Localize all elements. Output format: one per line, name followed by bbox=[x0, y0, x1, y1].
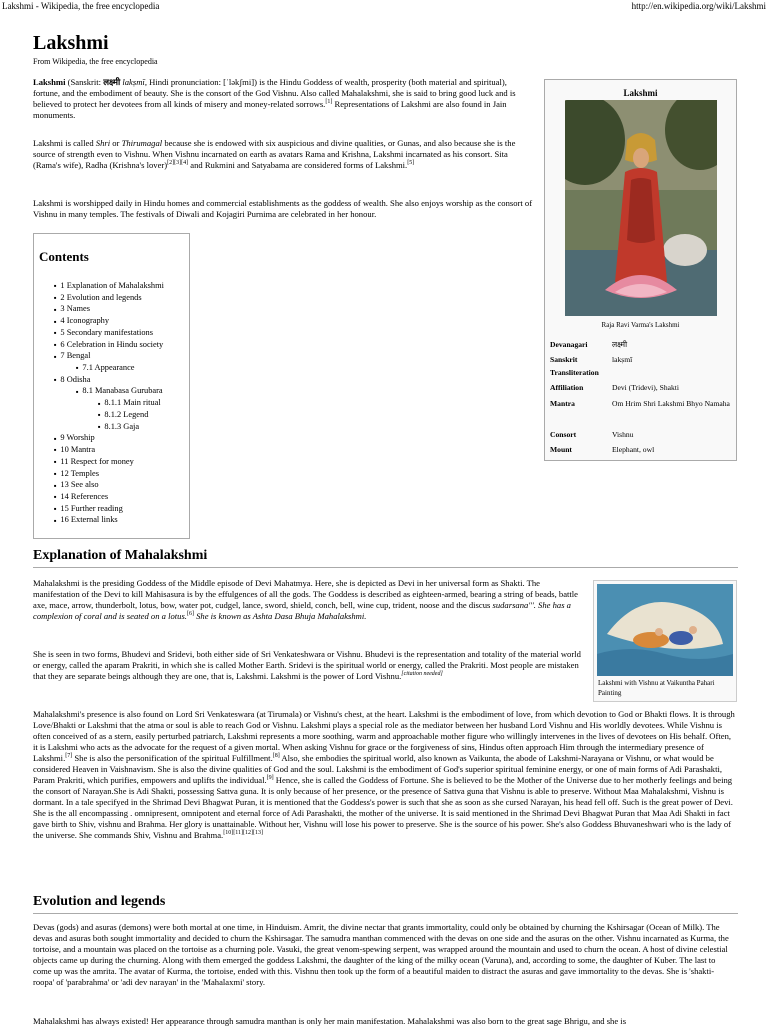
intro-bold-term: Lakshmi bbox=[33, 77, 66, 87]
ref-link[interactable]: [7] bbox=[65, 753, 73, 760]
ref-link[interactable]: [9] bbox=[266, 775, 274, 782]
intro-paragraph-2: Lakshmi is called Shri or Thirumagal because she is endowed with six auspicious and divine qualities, or Gunas, and also because she is the source of strength even to Vishnu. When Vishnu incarnated on earth as avatars Rama and Krishna, Lakshmi incarnated as his consort. Sita (Rama's wife), Radha (Krishna's lover)[2][3][4] and Rukmini and Satyabama are considered forms of Lakshmi.[5] bbox=[33, 138, 516, 170]
toc-link[interactable]: 3 Names bbox=[60, 304, 90, 314]
evolution-paragraph-1: Devas (gods) and asuras (demons) were both mortal at one time, in Hinduism. Amrit, the divine nectar that grants immortality, could only be obtained by churning the Kshirsagar (Ocean of Milk). The devas and asuras both sought immortality and decided to churn the Kshirsagar. The samudra manthan commenced with the devas on one side and the asuras on the other. Vishnu incarnated as Kurma, the tortoise, and a mountain was placed on the tortoise as a churning pole. Vasuki, the great venom-spewing serpent, was wrapped around the mountain and used to churn the ocean. A host of divine celestial objects came up during the churning. Along with them emerged the goddess Lakshmi, the daughter of the king of the milky ocean (Varuna), and, according to some, the daughter of Kuber. The last to come up was the amrita. The avatar of Kurma, the tortoise, ended with this. Vishnu then took up the form of a beautiful maiden to distract the asuras and gave immortality to the devas. She is 'shakti-roopa' of 'parabrahma' or 'adi dev narayan' in the 'Mahalaxmi' story. bbox=[33, 922, 729, 987]
toc-link[interactable]: 8.1.1 Main ritual bbox=[104, 398, 161, 408]
section-heading-explanation: Explanation of Mahalakshmi bbox=[33, 548, 208, 563]
infobox-value: Elephant, owl bbox=[612, 445, 655, 454]
toc-link[interactable]: 7 Bengal bbox=[60, 351, 91, 361]
explanation-paragraph-3: Mahalakshmi's presence is also found on Lord Sri Venkateswara (at Tirumala) or Vishnu's chest, at the heart. Lakshmi is the embodiment of love, from which devotion to God or Bhakti flows. It is through Love/Bhakti or Lakshmi that the atma or soul is able to reach God or Vishnu. Lakshmi plays a special role as the mediator between her husband Lord Vishnu and His worldly devotees. While Vishnu is often conceived of as a stern, easily perturbed patriarch, Lakshmi represents a more soothing, warm and approachable mother figure who willingly intervenes in the lives of devotees on His behalf. Often, it is Lakshmi who acts as the advocate for the request of a given mortal. When asking Vishnu for grace or the forgiveness of sins, Hindus often approach Him through the intermediary presence of Lakshmi.[7] She is also the personification of the spiritual Fulfillment.[8] Also, she embodies the spiritual world, also known as Vaikunta, the abode of Lakshmi-Narayana or Vishnu, or what would be considered Heaven in Vaishnavism. She is also the divine qualities of God and the soul. Lakshmi is the embodiment of God's superior spiritual feminine energy, or one of main forms of Adi Parashakti, Param Prakriti, which purifies, empowers and uplifts the individual.[9] Hence, she is called the Goddess of Fortune. She is believed to be the Mother of the Universe due to her motherly feelings and being the consort of Narayan.She is Adi Shakti, possessing Sattva guna. It is only because of her presence, or the presence of Sattva guna that Vishnu is able to preserve. Without Maa Mahalakshmi, Vishnu is dormant. In a tale specifyed in the Shrimad Devi Bhagwat Puran, it is mentioned that the Goddess's power is such that she as soon as she cursed Narayan, his head fell off. Such is the great power of Devi. She is the all encompassing . omnipresent, omnipotent and eternal force of Adi Parashakti, the mother of the universe. It is said mentioned in the Shrimad Devi Bhagwat Puran that Maa Adi Shakti in fact gave birth to Shiv, vishnu and Brahma. Her glory is unattainable. Without her, Vishnu will lose his power to preserve. She is the source of his power. She's also Goddess Bhuvaneshwari who is the lady of the universe. She commands Shiv, Vishnu and Brahma.[10][11][12][13] bbox=[33, 709, 735, 840]
table-of-contents bbox=[33, 233, 190, 539]
article-tagline: From Wikipedia, the free encyclopedia bbox=[33, 57, 158, 66]
intro-paragraph-1: Lakshmi (Sanskrit: लक्ष्मी lakṣmī, Hindi pronunciation: [ˈləkʃmi]) is the Hindu Goddess of wealth, prosperity (both material and spiritual), fortune, and the embodiment of beauty. She is the consort of the God Vishnu. Also called Mahalakshmi, she is said to bring good luck and is believed to protect her devotees from all kinds of misery and money-related sorrows.[1] Representations of Lakshmi are also found in Jain monuments. bbox=[33, 77, 516, 120]
toc-item[interactable] bbox=[54, 362, 164, 374]
toc-item[interactable] bbox=[54, 327, 164, 339]
citation-needed[interactable]: [citation needed] bbox=[401, 671, 443, 678]
toc-link[interactable]: 15 Further reading bbox=[60, 503, 123, 513]
vaikuntha-thumbnail bbox=[593, 580, 737, 702]
print-header bbox=[0, 0, 768, 12]
infobox-title: Lakshmi bbox=[623, 88, 658, 98]
infobox-value: lakṣmī bbox=[612, 355, 633, 364]
toc-item[interactable] bbox=[54, 339, 164, 351]
infobox-caption: Raja Ravi Varma's Lakshmi bbox=[601, 321, 680, 329]
toc-link[interactable]: 4 Iconography bbox=[60, 316, 110, 326]
toc-link[interactable]: 13 See also bbox=[60, 480, 99, 490]
page-url[interactable]: http://en.wikipedia.org/wiki/Lakshmi bbox=[631, 1, 766, 11]
infobox-key: Affiliation bbox=[550, 383, 584, 392]
toc-item[interactable] bbox=[54, 468, 164, 480]
toc-link[interactable]: 5 Secondary manifestations bbox=[60, 327, 153, 337]
ref-link[interactable]: [2][3][4] bbox=[167, 160, 189, 167]
toc-item[interactable] bbox=[54, 421, 164, 433]
intro-paragraph-3: Lakshmi is worshipped daily in Hindu homes and commercial establishments as the goddess of wealth. She also enjoys worship as the consort of Vishnu in many temples. The festivals of Diwali and Kojagiri Purnima are celebrated in her honour. bbox=[33, 198, 533, 219]
ref-link[interactable]: [8] bbox=[272, 753, 280, 760]
infobox bbox=[544, 79, 737, 461]
infobox-key: Devanagari bbox=[550, 340, 588, 349]
toc-item[interactable] bbox=[54, 514, 164, 526]
section-divider bbox=[33, 567, 738, 568]
toc-item[interactable] bbox=[54, 503, 164, 515]
toc-heading: Contents bbox=[39, 249, 89, 264]
toc-link[interactable]: 7.1 Appearance bbox=[82, 363, 135, 373]
toc-item[interactable] bbox=[54, 292, 164, 304]
toc-link[interactable]: 2 Evolution and legends bbox=[60, 292, 142, 302]
infobox-key: Mount bbox=[550, 445, 572, 454]
intro-iast: lakṣmī bbox=[122, 77, 145, 87]
toc-link[interactable]: 10 Mantra bbox=[60, 445, 96, 455]
infobox-key: Consort bbox=[550, 430, 577, 439]
ref-link[interactable]: [10][11][12][13] bbox=[223, 830, 263, 837]
toc-link[interactable]: 12 Temples bbox=[60, 468, 99, 478]
article-title: Lakshmi bbox=[33, 32, 109, 54]
toc-link[interactable]: 14 References bbox=[60, 491, 109, 501]
infobox-key: Sanskrit Transliteration bbox=[550, 355, 599, 377]
section-divider bbox=[33, 913, 738, 914]
infobox-value: लक्ष्मी bbox=[612, 340, 628, 349]
toc-list bbox=[54, 280, 164, 526]
toc-item[interactable] bbox=[54, 491, 164, 503]
ref-link[interactable]: [6] bbox=[186, 611, 194, 618]
toc-item[interactable] bbox=[54, 374, 164, 386]
lakshmi-painting[interactable] bbox=[565, 100, 717, 316]
toc-item[interactable] bbox=[54, 385, 164, 397]
ref-link[interactable]: [5] bbox=[407, 160, 415, 167]
toc-item[interactable] bbox=[54, 397, 164, 409]
toc-item[interactable] bbox=[54, 280, 164, 292]
explanation-paragraph-2: She is seen in two forms, Bhudevi and Sridevi, both either side of Sri Venkateshwara or Vishnu. Bhudevi is the representation and totality of the material world or energy, called the aparam Prakriti, in which she is called Mother Earth. Sridevi is the spiritual world or energy, called the Prakriti. Most people are mistaken that they are separate beings although they are one, that is, Lakshmi. Lakshmi is the power of Lord Vishnu.[citation needed] bbox=[33, 649, 581, 681]
toc-link[interactable]: 8.1.3 Gaja bbox=[104, 421, 140, 431]
toc-item[interactable] bbox=[54, 456, 164, 468]
toc-link[interactable]: 8.1 Manabasa Gurubara bbox=[82, 386, 163, 396]
page-title-header: Lakshmi - Wikipedia, the free encyclopedia bbox=[2, 1, 160, 11]
explanation-paragraph-1: Mahalakshmi is the presiding Goddess of the Middle episode of Devi Mahatmya. Here, she is depicted as Devi in her universal form as Shakti. The manifestation of the Devi to kill Mahisasura is by the effulgences of all the gods. The Goddess is described as eighteen-armed, bearing a string of beads, battle axe, mace, arrow, thunderbolt, lotus, bow, water pot, cudgel, lance, sword, shield, conch, bell, wine cup, trident, noose and the discus sudarsana"'. She has a complexion of coral and is seated on a lotus.[6] She is known as Ashta Dasa Bhuja Mahalakshmi. bbox=[33, 578, 578, 621]
ref-link[interactable]: [1] bbox=[325, 99, 333, 106]
toc-item[interactable] bbox=[54, 315, 164, 327]
toc-link[interactable]: 9 Worship bbox=[60, 433, 95, 443]
toc-link[interactable]: 8 Odisha bbox=[60, 374, 91, 384]
intro-devanagari: लक्ष्मी bbox=[103, 77, 121, 87]
toc-link[interactable]: 6 Celebration in Hindu society bbox=[60, 339, 164, 349]
toc-item[interactable] bbox=[54, 432, 164, 444]
toc-link[interactable]: 8.1.2 Legend bbox=[104, 409, 149, 419]
toc-item[interactable] bbox=[54, 350, 164, 362]
section-heading-evolution: Evolution and legends bbox=[33, 894, 166, 909]
toc-link[interactable]: 1 Explanation of Mahalakshmi bbox=[60, 281, 164, 290]
toc-item[interactable] bbox=[54, 303, 164, 315]
infobox-value: Vishnu bbox=[612, 430, 634, 439]
toc-link[interactable]: 16 External links bbox=[60, 515, 118, 525]
thumbnail-caption: Lakshmi with Vishnu at Vaikuntha Pahari Painting bbox=[598, 679, 715, 697]
infobox-key: Mantra bbox=[550, 399, 575, 408]
evolution-paragraph-2: Mahalakshmi has always existed! Her appearance through samudra manthan is only her main manifestation. Mahalakshmi was also born to the great sage Bhrigu, and she is bbox=[33, 1016, 627, 1026]
vaikuntha-painting[interactable] bbox=[597, 584, 733, 676]
infobox-value: Om Hrim Shri Lakshmi Bhyo Namaha bbox=[612, 399, 730, 408]
infobox-value: Devi (Tridevi), Shakti bbox=[612, 383, 680, 392]
toc-link[interactable]: 11 Respect for money bbox=[60, 456, 134, 466]
toc-item[interactable] bbox=[54, 409, 164, 421]
toc-item[interactable] bbox=[54, 444, 164, 456]
toc-item[interactable] bbox=[54, 479, 164, 491]
